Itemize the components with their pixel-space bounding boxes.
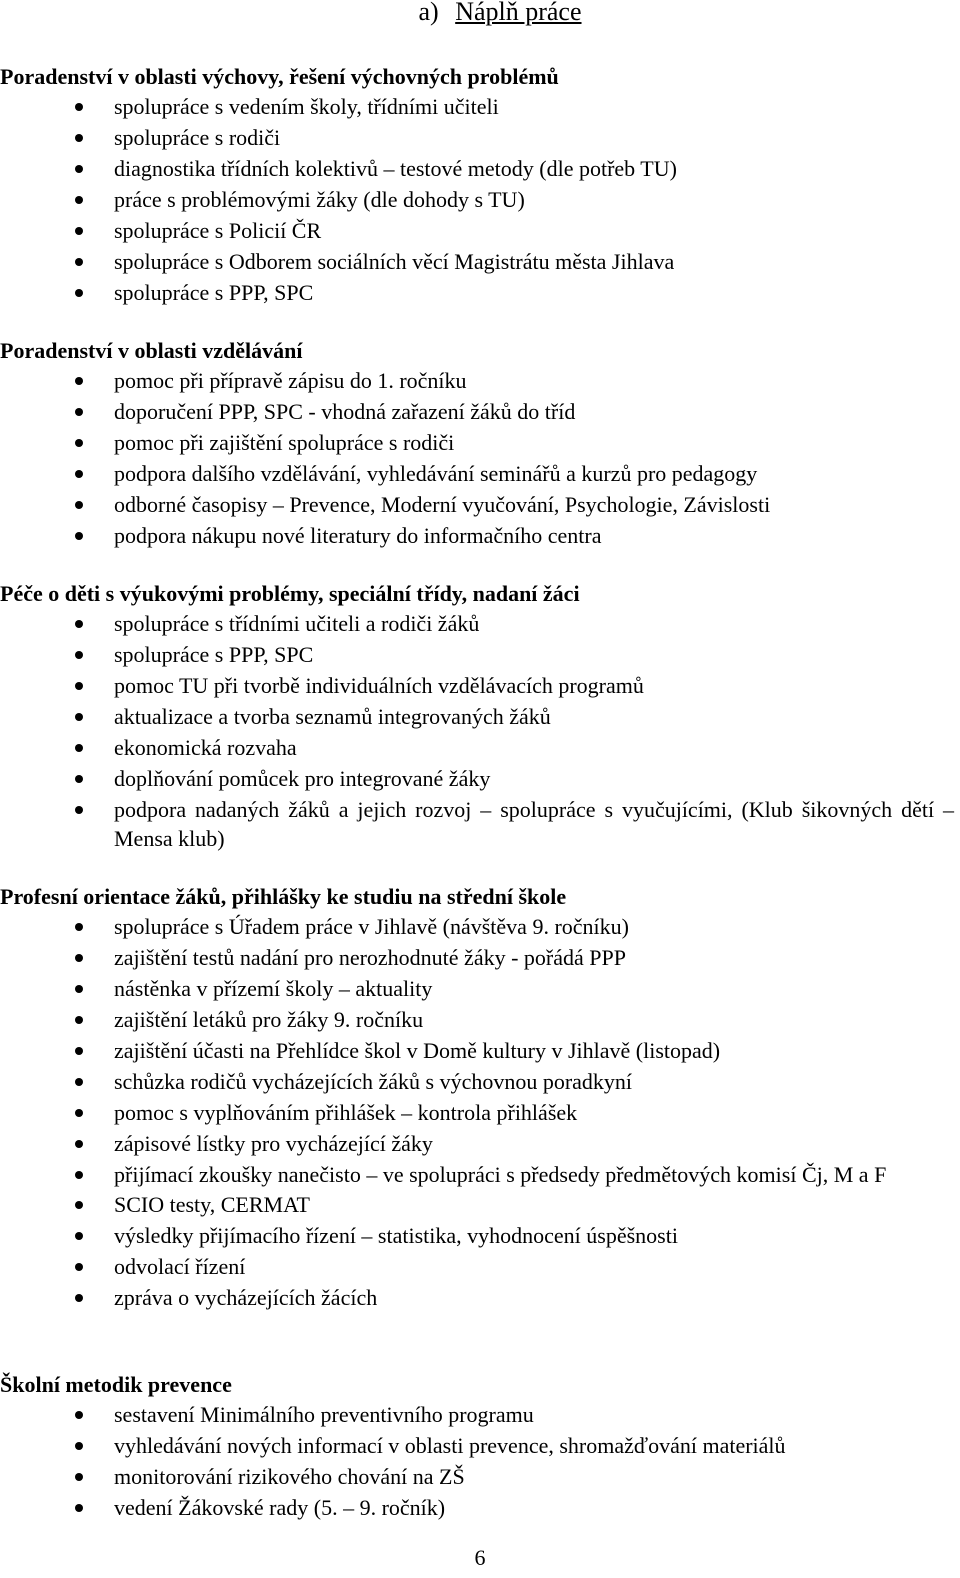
- list-item: spolupráce s Policií ČR: [0, 216, 960, 246]
- bullet-icon: [75, 1442, 83, 1450]
- item-list: [0, 92, 960, 308]
- title-text: Náplň práce: [455, 0, 582, 26]
- list-item: spolupráce s Úřadem práce v Jihlavě (návštěva 9. ročníku): [0, 912, 960, 942]
- list-item: zajištění letáků pro žáky 9. ročníku: [0, 1005, 960, 1035]
- list-item: ekonomická rozvaha: [0, 733, 960, 763]
- section-vzdelavani: [0, 336, 960, 552]
- list-item: sestavení Minimálního preventivního programu: [0, 1400, 960, 1430]
- list-item: doplňování pomůcek pro integrované žáky: [0, 764, 960, 794]
- bullet-icon: [75, 470, 83, 478]
- bullet-icon: [75, 806, 83, 814]
- list-item: monitorování rizikového chování na ZŠ: [0, 1462, 960, 1492]
- list-item: podpora nadaných žáků a jejich rozvoj – spolupráce s vyučujícími, (Klub šikovných dětí – Mensa klub): [0, 795, 960, 853]
- list-item: pomoc TU při tvorbě individuálních vzdělávacích programů: [0, 671, 960, 701]
- bullet-icon: [75, 1140, 83, 1148]
- list-item: aktualizace a tvorba seznamů integrovaných žáků: [0, 702, 960, 732]
- list-item: diagnostika třídních kolektivů – testové metody (dle potřeb TU): [0, 154, 960, 184]
- list-item: spolupráce s vedením školy, třídními učiteli: [0, 92, 960, 122]
- bullet-icon: [75, 775, 83, 783]
- bullet-icon: [75, 227, 83, 235]
- section-heading: Péče o děti s výukovými problémy, speciální třídy, nadaní žáci: [0, 581, 580, 606]
- list-item: podpora nákupu nové literatury do informačního centra: [0, 521, 960, 551]
- bullet-icon: [75, 682, 83, 690]
- section-vychova: [0, 62, 960, 309]
- list-item: nástěnka v přízemí školy – aktuality: [0, 974, 960, 1004]
- bullet-icon: [75, 1504, 83, 1512]
- list-item: výsledky přijímacího řízení – statistika, vyhodnocení úspěšnosti: [0, 1221, 960, 1251]
- bullet-icon: [75, 439, 83, 447]
- bullet-icon: [75, 1109, 83, 1117]
- page-number: 6: [474, 1545, 486, 1570]
- item-list: [0, 1400, 960, 1523]
- section-heading: Školní metodik prevence: [0, 1372, 232, 1397]
- bullet-icon: [75, 501, 83, 509]
- list-item: spolupráce s rodiči: [0, 123, 960, 153]
- bullet-icon: [75, 258, 83, 266]
- bullet-icon: [75, 620, 83, 628]
- bullet-icon: [75, 1411, 83, 1419]
- bullet-icon: [75, 651, 83, 659]
- list-item: schůzka rodičů vycházejících žáků s výchovnou poradkyní: [0, 1067, 960, 1097]
- bullet-icon: [75, 377, 83, 385]
- list-item: odvolací řízení: [0, 1252, 960, 1282]
- section-profesni-orientace: [0, 882, 960, 1314]
- section-heading: Poradenství v oblasti vzdělávání: [0, 338, 303, 363]
- bullet-icon: [75, 713, 83, 721]
- page-title: [0, 0, 960, 30]
- list-item: práce s problémovými žáky (dle dohody s TU): [0, 185, 960, 215]
- bullet-icon: [75, 1263, 83, 1271]
- section-heading: Poradenství v oblasti výchovy, řešení výchovných problémů: [0, 64, 559, 89]
- bullet-icon: [75, 103, 83, 111]
- bullet-icon: [75, 1232, 83, 1240]
- list-item: odborné časopisy – Prevence, Moderní vyučování, Psychologie, Závislosti: [0, 490, 960, 520]
- bullet-icon: [75, 289, 83, 297]
- list-item: pomoc s vyplňováním přihlášek – kontrola přihlášek: [0, 1098, 960, 1128]
- bullet-icon: [75, 1473, 83, 1481]
- title-prefix: a): [418, 0, 439, 26]
- list-item: doporučení PPP, SPC - vhodná zařazení žáků do tříd: [0, 397, 960, 427]
- list-item: zápisové lístky pro vycházející žáky: [0, 1129, 960, 1159]
- list-item: spolupráce s PPP, SPC: [0, 278, 960, 308]
- bullet-icon: [75, 532, 83, 540]
- bullet-icon: [75, 196, 83, 204]
- item-list: [0, 366, 960, 551]
- item-list: [0, 912, 960, 1313]
- list-item: vedení Žákovské rady (5. – 9. ročník): [0, 1493, 960, 1523]
- list-item: spolupráce s třídními učiteli a rodiči žáků: [0, 609, 960, 639]
- bullet-icon: [75, 985, 83, 993]
- bullet-icon: [75, 408, 83, 416]
- list-item: zajištění testů nadání pro nerozhodnuté žáky - pořádá PPP: [0, 943, 960, 973]
- section-heading: Profesní orientace žáků, přihlášky ke studiu na střední škole: [0, 884, 567, 909]
- bullet-icon: [75, 1047, 83, 1055]
- bullet-icon: [75, 744, 83, 752]
- list-item: vyhledávání nových informací v oblasti prevence, shromažďování materiálů: [0, 1431, 960, 1461]
- list-item: spolupráce s PPP, SPC: [0, 640, 960, 670]
- list-item: pomoc při přípravě zápisu do 1. ročníku: [0, 366, 960, 396]
- bullet-icon: [75, 1078, 83, 1086]
- bullet-icon: [75, 923, 83, 931]
- section-metodik-prevence: [0, 1370, 960, 1524]
- list-item: spolupráce s Odborem sociálních věcí Magistrátu města Jihlava: [0, 247, 960, 277]
- bullet-icon: [75, 165, 83, 173]
- bullet-icon: [75, 1171, 83, 1179]
- bullet-icon: [75, 1294, 83, 1302]
- bullet-icon: [75, 1016, 83, 1024]
- list-item: pomoc při zajištění spolupráce s rodiči: [0, 428, 960, 458]
- list-item: zajištění účasti na Přehlídce škol v Domě kultury v Jihlavě (listopad): [0, 1036, 960, 1066]
- bullet-icon: [75, 1201, 83, 1209]
- list-item: SCIO testy, CERMAT: [0, 1190, 960, 1220]
- list-item: podpora dalšího vzdělávání, vyhledávání seminářů a kurzů pro pedagogy: [0, 459, 960, 489]
- section-pece-o-deti: [0, 579, 960, 854]
- list-item: přijímací zkoušky nanečisto – ve spolupráci s předsedy předmětových komisí Čj, M a F: [0, 1160, 960, 1189]
- list-item: zpráva o vycházejících žácích: [0, 1283, 960, 1313]
- bullet-icon: [75, 954, 83, 962]
- item-list: [0, 609, 960, 853]
- bullet-icon: [75, 134, 83, 142]
